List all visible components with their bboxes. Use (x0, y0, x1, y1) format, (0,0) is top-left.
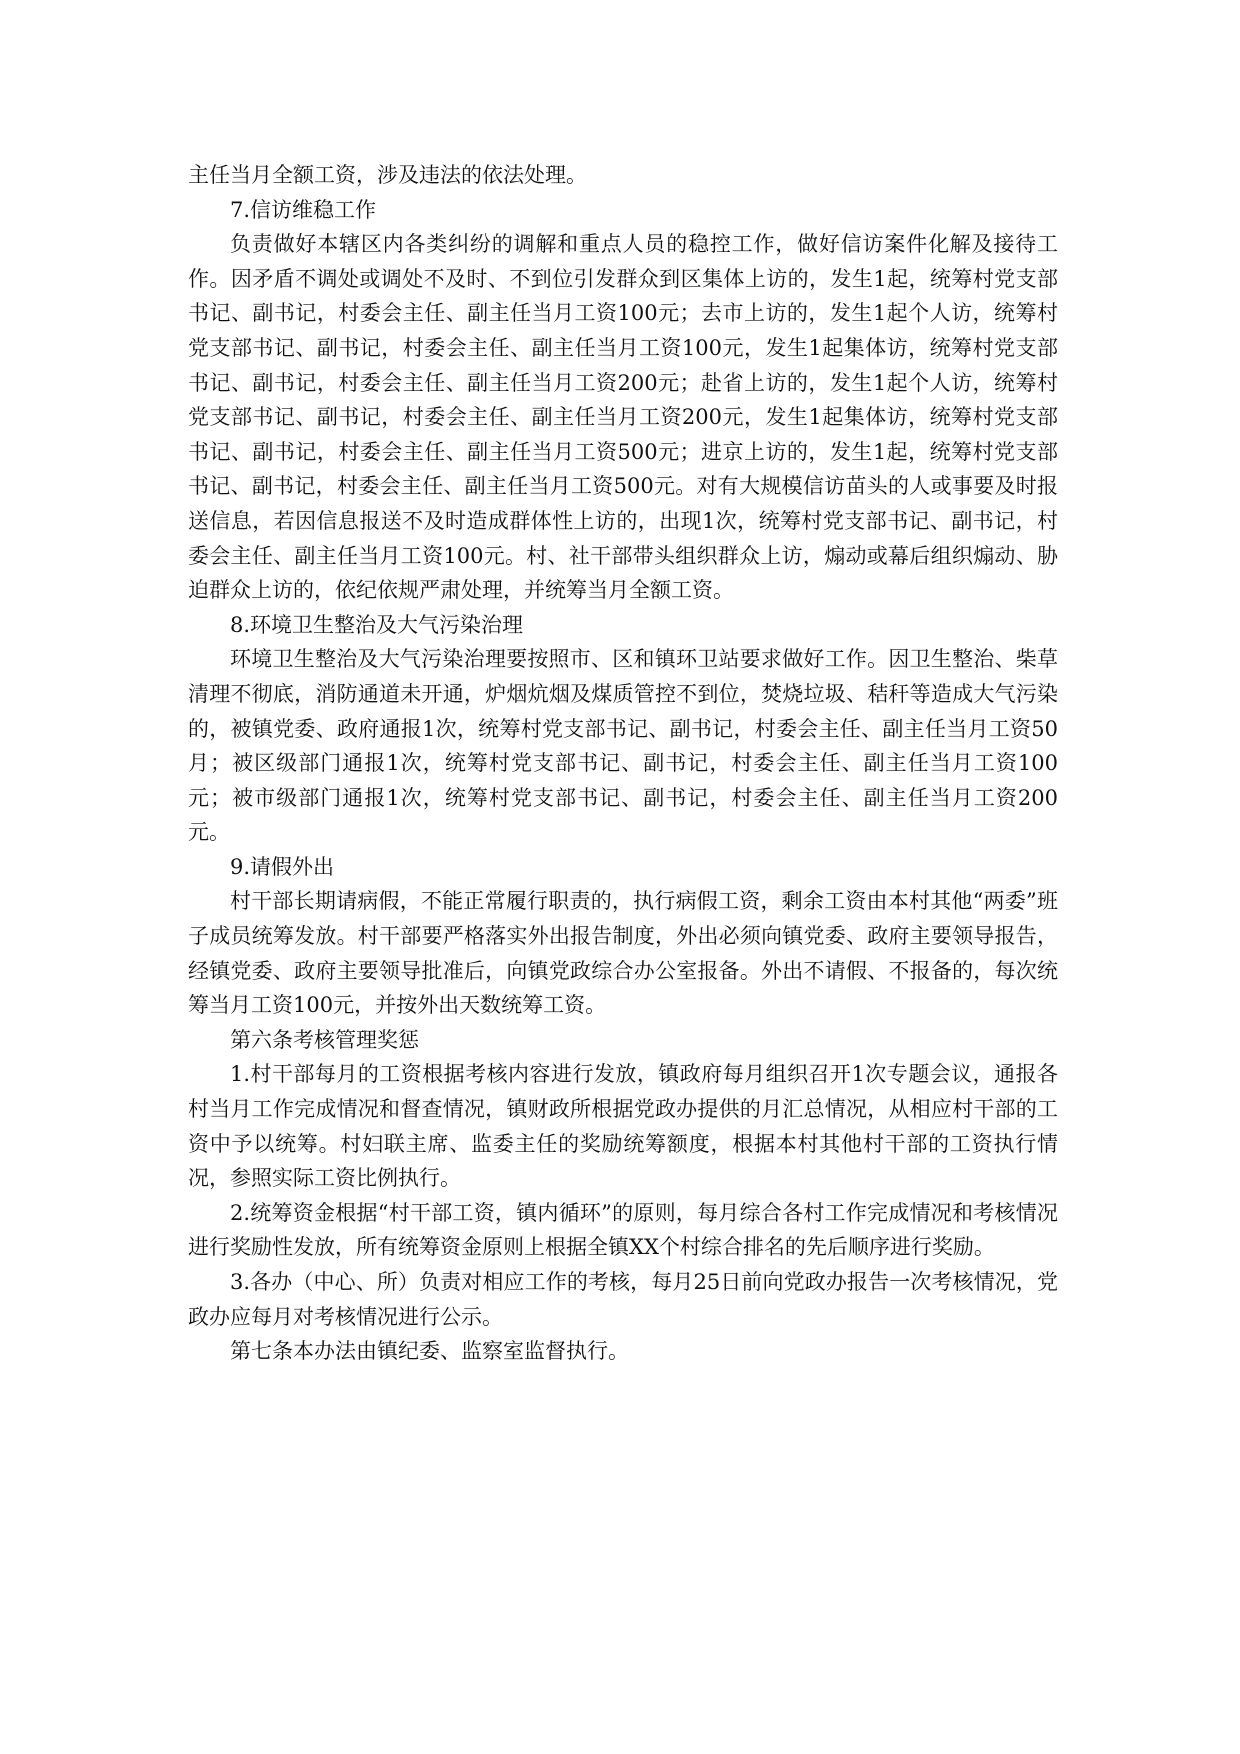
paragraph-environment-rules: 环境卫生整治及大气污染治理要按照市、区和镇环卫站要求做好工作。因卫生整治、柴草清理不彻底，消防通道未开通，炉烟炕烟及煤质管控不到位，焚烧垃圾、秸秆等造成大气污染的，被镇党委、政府通报1次，统筹村党支部书记、副书记，村委会主任、副主任当月工资50月；被区级部门通报1次，统筹村党支部书记、副书记，村委会主任、副主任当月工资100元；被市级部门通报1次，统筹村党支部书记、副书记，村委会主任、副主任当月工资200元。 (188, 647, 1058, 845)
paragraph-salary-continuation: 主任当月全额工资，涉及违法的依法处理。 (188, 163, 587, 187)
paragraph-assessment-2: 2.统筹资金根据“村干部工资，镇内循环”的原则，每月综合各村工作完成情况和考核情况进行奖励性发放，所有统筹资金原则上根据全镇XX个村综合排名的先后顺序进行奖励。 (188, 1200, 1058, 1260)
paragraph-assessment-1: 1.村干部每月的工资根据考核内容进行发放，镇政府每月组织召开1次专题会议，通报各村当月工作完成情况和督查情况，镇财政所根据党政办提供的月汇总情况，从相应村干部的工资中予以统筹。村妇联主席、监委主任的奖励统筹额度，根据本村其他村干部的工资执行情况，参照实际工资比例执行。 (188, 1062, 1058, 1191)
paragraph-article-seven: 第七条本办法由镇纪委、监察室监督执行。 (230, 1339, 629, 1364)
heading-article-six: 第六条考核管理奖惩 (230, 1027, 419, 1052)
heading-leave: 9.请假外出 (230, 854, 335, 879)
heading-environment-sanitation: 8.环境卫生整治及大气污染治理 (230, 612, 524, 637)
paragraph-leave-rules: 村干部长期请病假，不能正常履行职责的，执行病假工资，剩余工资由本村其他“两委”班子成员统筹发放。村干部要严格落实外出报告制度，外出必须向镇党委、政府主要领导报告，经镇党委、政府主要领导批准后，向镇党政综合办公室报备。外出不请假、不报备的，每次统筹当月工资100元，并按外出天数统筹工资。 (188, 889, 1058, 1018)
heading-petition-stability: 7.信访维稳工作 (230, 197, 377, 222)
paragraph-petition-rules: 负责做好本辖区内各类纠纷的调解和重点人员的稳控工作，做好信访案件化解及接待工作。因矛盾不调处或调处不及时、不到位引发群众到区集体上访的，发生1起，统筹村党支部书记、副书记，村委会主任、副主任当月工资100元；去市上访的，发生1起个人访，统筹村党支部书记、副书记，村委会主任、副主任当月工资100元，发生1起集体访，统筹村党支部书记、副书记，村委会主任、副主任当月工资200元；赴省上访的，发生1起个人访，统筹村党支部书记、副书记，村委会主任、副主任当月工资200元，发生1起集体访，统筹村党支部书记、副书记，村委会主任、副主任当月工资500元；进京上访的，发生1起，统筹村党支部书记、副书记，村委会主任、副主任当月工资500元。对有大规模信访苗头的人或事要及时报送信息，若因信息报送不及时造成群体性上访的，出现1次，统筹村党支部书记、副书记，村委会主任、副主任当月工资100元。村、社干部带头组织群众上访，煽动或幕后组织煽动、胁迫群众上访的，依纪依规严肃处理，并统筹当月全额工资。 (188, 232, 1058, 603)
document-body (188, 158, 1058, 1369)
paragraph-assessment-3: 3.各办（中心、所）负责对相应工作的考核，每月25日前向党政办报告一次考核情况，党政办应每月对考核情况进行公示。 (188, 1270, 1058, 1329)
